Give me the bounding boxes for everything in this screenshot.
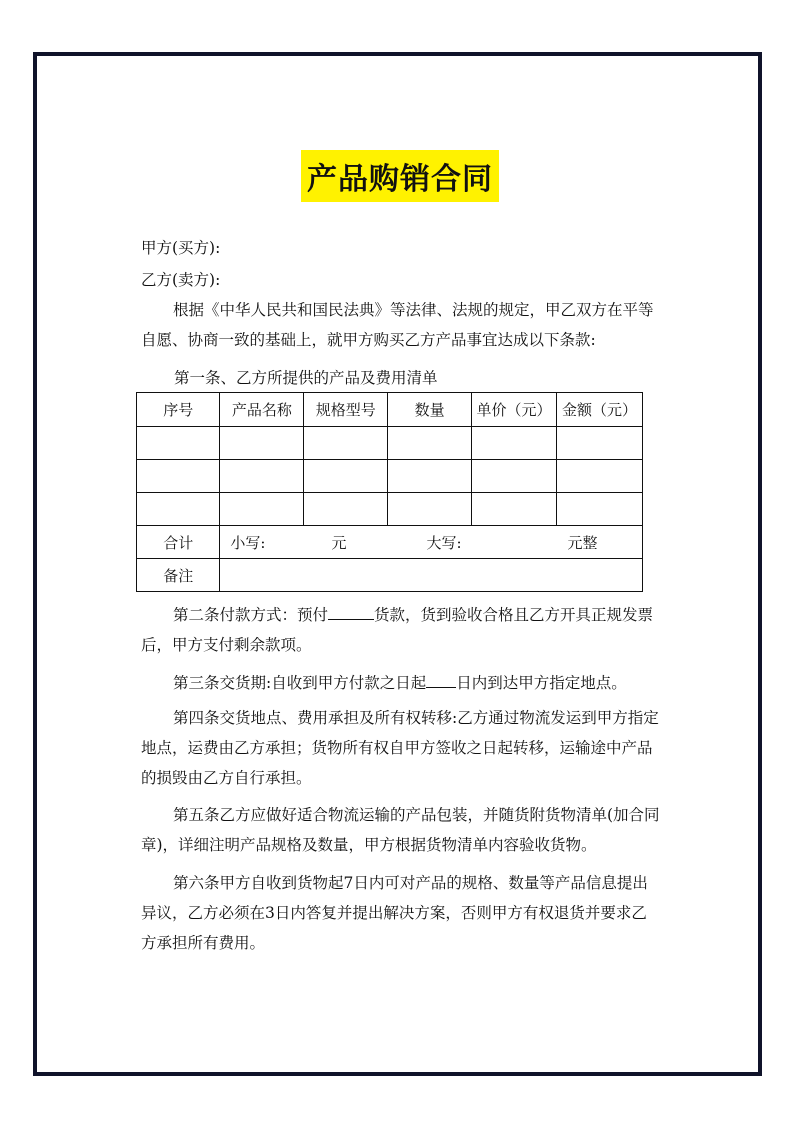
clause2-text-after: 货款，货到验收合格且乙方开具正规发票后，甲方支付剩余款项。 (141, 606, 654, 654)
table-cell[interactable] (220, 460, 304, 493)
big-amount-unit: 元整 (567, 533, 598, 552)
table-cell[interactable] (472, 460, 557, 493)
table-cell[interactable] (557, 427, 643, 460)
title-container (0, 150, 800, 202)
clause4-paragraph: 第四条交货地点、费用承担及所有权转移:乙方通过物流发运到甲方指定地点，运费由乙方承担；货物所有权自甲方签收之日起转移，运输途中产品的损毁由乙方自行承担。 (141, 709, 659, 787)
table-cell[interactable] (557, 460, 643, 493)
table-cell[interactable] (472, 427, 557, 460)
small-amount-label: 小写: (230, 533, 266, 552)
big-amount-label: 大写: (426, 533, 462, 552)
party-b-line: 乙方(卖方): (141, 271, 221, 289)
header-cell: 规格型号 (304, 393, 388, 427)
remark-cell[interactable] (220, 559, 643, 592)
table-header-row (137, 393, 643, 427)
remark-row (137, 559, 643, 592)
party-a-line: 甲方(买方): (141, 239, 221, 257)
clause1-heading: 第一条、乙方所提供的产品及费用清单 (174, 369, 438, 387)
table-row (137, 493, 643, 526)
header-cell: 单价（元） (472, 393, 557, 427)
clause6-paragraph: 第六条甲方自收到货物起7日内可对产品的规格、数量等产品信息提出异议，乙方必须在3日内答复并提出解决方案，否则甲方有权退货并要求乙方承担所有费用。 (141, 874, 648, 952)
table-cell[interactable] (388, 493, 472, 526)
table-cell[interactable] (304, 460, 388, 493)
document-title: 产品购销合同 (301, 150, 499, 202)
small-amount-unit: 元 (331, 533, 347, 552)
product-table (136, 392, 643, 592)
table-cell[interactable] (388, 460, 472, 493)
clause5-paragraph: 第五条乙方应做好适合物流运输的产品包装，并随货附货物清单(加合同章)，详细注明产品规格及数量，甲方根据货物清单内容验收货物。 (141, 806, 660, 854)
header-cell: 数量 (388, 393, 472, 427)
table-row (137, 427, 643, 460)
table-cell[interactable] (304, 493, 388, 526)
table-cell[interactable] (388, 427, 472, 460)
remark-label: 备注 (137, 559, 220, 592)
table-cell[interactable] (137, 493, 220, 526)
table-cell[interactable] (304, 427, 388, 460)
total-row (137, 526, 643, 559)
header-cell: 产品名称 (220, 393, 304, 427)
table-cell[interactable] (137, 427, 220, 460)
total-label: 合计 (137, 526, 220, 559)
clause3-paragraph (141, 668, 661, 698)
table-row (137, 460, 643, 493)
table-cell[interactable] (557, 493, 643, 526)
intro-paragraph: 根据《中华人民共和国民法典》等法律、法规的规定，甲乙双方在平等自愿、协商一致的基础上，就甲方购买乙方产品事宜达成以下条款: (141, 301, 654, 349)
table-cell[interactable] (220, 427, 304, 460)
clause2-text-before: 第二条付款方式：预付 (173, 606, 329, 624)
delivery-days-blank[interactable] (426, 672, 456, 688)
total-amount-cell[interactable] (220, 526, 643, 559)
clause3-text-after: 日内到达甲方指定地点。 (456, 674, 627, 692)
table-cell[interactable] (220, 493, 304, 526)
header-cell: 序号 (137, 393, 220, 427)
header-cell: 金额（元） (557, 393, 643, 427)
table-cell[interactable] (137, 460, 220, 493)
prepay-blank[interactable] (328, 604, 374, 620)
table-cell[interactable] (472, 493, 557, 526)
clause2-paragraph (141, 600, 661, 660)
clause3-text-before: 第三条交货期:自收到甲方付款之日起 (173, 674, 427, 692)
